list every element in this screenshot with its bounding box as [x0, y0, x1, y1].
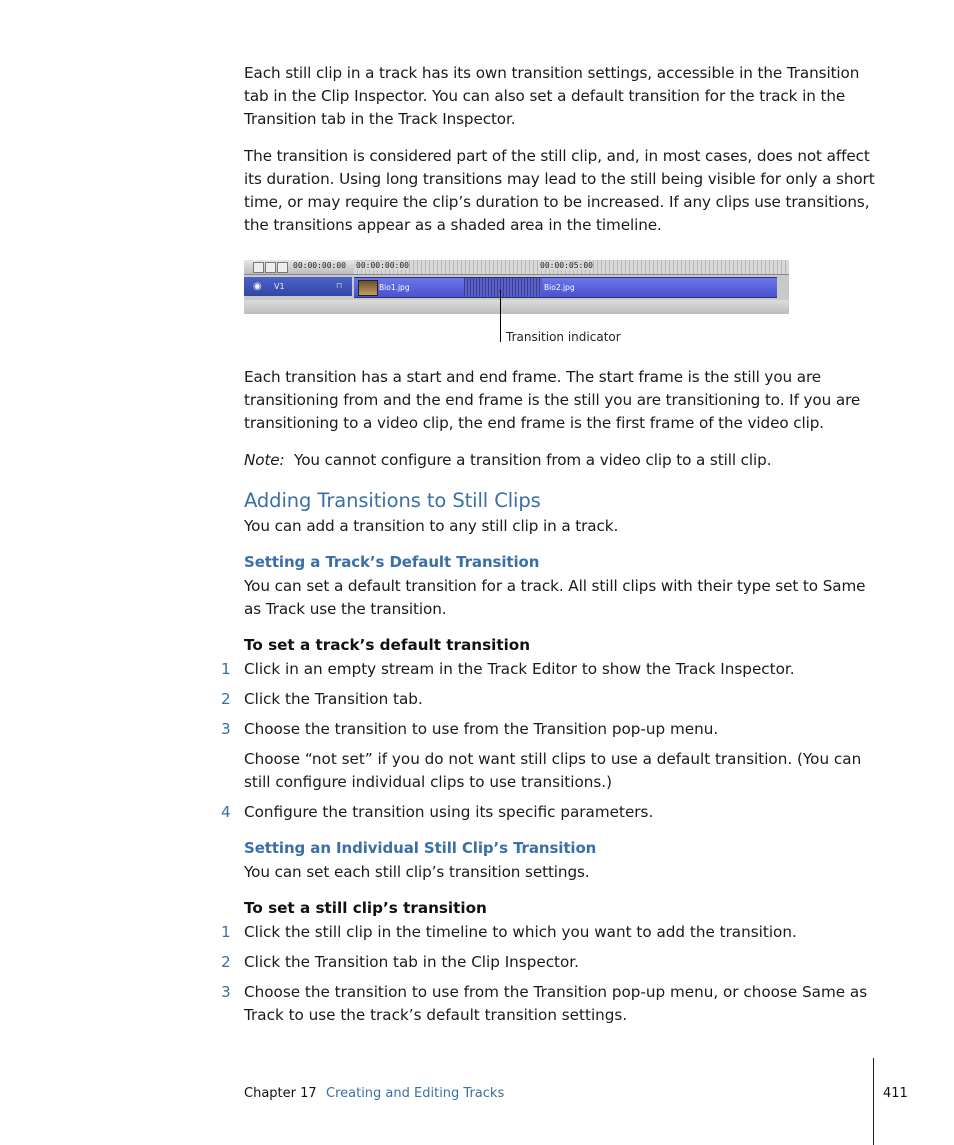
step-text: Click the Transition tab in the Clip Inspector.	[244, 953, 579, 971]
video-track	[354, 277, 777, 298]
step-number: 3	[221, 720, 231, 738]
task-heading-default-transition: To set a track’s default transition	[244, 636, 531, 654]
clip-label-1: Bio1.jpg	[379, 283, 410, 292]
step-number: 3	[221, 983, 231, 1001]
rewind-icon	[265, 262, 276, 273]
step-text: Click the Transition tab.	[244, 690, 423, 708]
note-label: Note:	[244, 451, 285, 469]
subsection-intro-clip-transition: You can set each still clip’s transition settings.	[244, 863, 590, 881]
step-number: 2	[221, 690, 231, 708]
step-number: 2	[221, 953, 231, 971]
frames-paragraph: Each transition has a start and end frame. The start frame is the still you are transitioning from and the end frame is the still you are transitioning to. If you are transitioning to a video clip, the end frame is the first frame of the video clip.	[244, 368, 861, 432]
footer-chapter: Chapter 17	[244, 1086, 317, 1101]
section-heading: Adding Transitions to Still Clips	[244, 489, 541, 512]
timeline-toolbar	[244, 260, 789, 275]
intro-paragraph-1: Each still clip in a track has its own transition settings, accessible in the Transition tab in the Clip Inspector. You can also set a default transition for the track in the Transition tab in the Track Inspector.	[244, 64, 860, 128]
lock-icon: ⊓	[336, 281, 343, 290]
ruler-timecode-start: 00:00:00:00	[356, 261, 409, 270]
step-text: Configure the transition using its specific parameters.	[244, 803, 654, 821]
track-header	[244, 277, 352, 296]
step-number: 1	[221, 660, 231, 678]
clip-thumbnail	[358, 280, 378, 296]
step-text: Click in an empty stream in the Track Editor to show the Track Inspector.	[244, 660, 795, 678]
play-icon	[277, 262, 288, 273]
note-paragraph	[244, 449, 880, 472]
stop-icon	[253, 262, 264, 273]
page-number: 411	[883, 1086, 908, 1101]
footer-chapter-title: Creating and Editing Tracks	[326, 1086, 505, 1101]
timecode-display: 00:00:00:00	[293, 261, 346, 270]
step-text: Choose the transition to use from the Transition pop-up menu.	[244, 720, 719, 738]
track-enable-icon: ◉	[253, 281, 262, 292]
footer-divider	[873, 1058, 874, 1145]
transition-shaded-area	[464, 278, 542, 297]
ruler-timecode-5s: 00:00:05:00	[540, 261, 593, 270]
subsection-heading-default-transition: Setting a Track’s Default Transition	[244, 553, 540, 571]
callout-transition-indicator: Transition indicator	[506, 330, 621, 344]
note-text: You cannot configure a transition from a video clip to a still clip.	[294, 451, 772, 469]
timeline-ruler	[354, 260, 789, 274]
track-name: V1	[274, 282, 285, 291]
timeline-lower-bar	[244, 300, 789, 314]
section-intro: You can add a transition to any still clip in a track.	[244, 517, 619, 535]
timeline-screenshot	[244, 260, 789, 314]
intro-paragraph-2: The transition is considered part of the still clip, and, in most cases, does not affect its duration. Using long transitions may lead to the still being visible for only a short time, or may require the clip’s duration to be increased. If any clips use transitions, the transitions appear as a shaded area in the timeline.	[244, 147, 875, 234]
step-number: 1	[221, 923, 231, 941]
step-number: 4	[221, 803, 231, 821]
task-heading-clip-transition: To set a still clip’s transition	[244, 899, 487, 917]
step-text: Click the still clip in the timeline to which you want to add the transition.	[244, 923, 797, 941]
callout-line	[500, 290, 501, 342]
step-text: Choose the transition to use from the Transition pop-up menu, or choose Same as Track to use the track’s default transition settings.	[244, 983, 868, 1024]
step-text: Choose “not set” if you do not want still clips to use a default transition. (You can still configure individual clips to use transitions.)	[244, 750, 862, 791]
subsection-intro-default-transition: You can set a default transition for a track. All still clips with their type set to Same as Track use the transition.	[244, 577, 866, 618]
clip-label-2: Bio2.jpg	[544, 283, 575, 292]
subsection-heading-clip-transition: Setting an Individual Still Clip’s Transition	[244, 839, 597, 857]
